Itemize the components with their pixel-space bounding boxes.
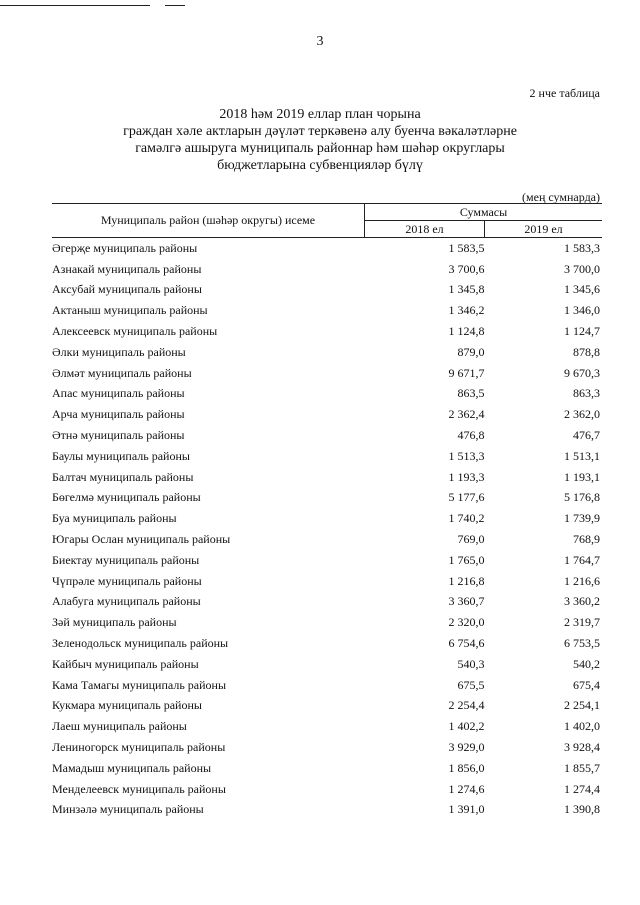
row-value-2019: 1 513,1 [564, 448, 600, 463]
table-row [52, 800, 602, 821]
table-row [52, 758, 602, 779]
row-name: Әлки муниципаль районы [52, 344, 186, 359]
row-name: Апас муниципаль районы [52, 386, 185, 401]
table-row [52, 633, 602, 654]
row-value-2019: 3 700,0 [564, 261, 600, 276]
title-line: бюджетларына субвенцияләр бүлү [217, 158, 423, 173]
row-name: Арча муниципаль районы [52, 407, 185, 422]
table-row [52, 342, 602, 363]
row-value-2019: 1 345,6 [564, 282, 600, 297]
table-row [52, 384, 602, 405]
row-value-2019: 2 254,1 [564, 698, 600, 713]
row-name: Биектау муниципаль районы [52, 552, 200, 567]
row-value-2018: 1 345,8 [448, 282, 485, 297]
row-value-2018: 1 391,0 [448, 802, 485, 817]
row-value-2019: 1 764,7 [564, 552, 600, 567]
units-note: (мең сумнарда) [522, 190, 600, 204]
row-value-2018: 1 740,2 [448, 511, 485, 526]
title-line: 2018 һәм 2019 еллар план чорына [219, 107, 421, 122]
header-rule-short [165, 5, 185, 6]
row-name: Кама Тамагы муниципаль районы [52, 677, 227, 692]
row-value-2018: 3 360,7 [448, 594, 485, 609]
table-row [52, 779, 602, 800]
row-value-2018: 2 362,4 [448, 407, 485, 422]
table-row [52, 571, 602, 592]
row-name: Әлмәт муниципаль районы [52, 365, 192, 380]
table-row [52, 654, 602, 675]
row-name: Менделеевск муниципаль районы [52, 781, 226, 796]
row-value-2018: 3 700,6 [448, 261, 485, 276]
row-value-2019: 1 390,8 [564, 802, 600, 817]
row-value-2018: 1 274,6 [448, 781, 485, 796]
row-value-2019: 3 928,4 [564, 740, 600, 755]
row-name: Кайбыч муниципаль районы [52, 656, 199, 671]
row-value-2019: 1 583,3 [564, 240, 600, 255]
row-value-2019: 1 216,6 [564, 573, 600, 588]
row-value-2018: 3 929,0 [448, 740, 485, 755]
table-row [52, 488, 602, 509]
row-name: Әгерҗе муниципаль районы [52, 240, 198, 255]
row-value-2019: 768,9 [573, 532, 600, 547]
table-row [52, 280, 602, 301]
row-value-2018: 1 513,3 [448, 448, 485, 463]
header-year-2019: 2019 ел [485, 221, 603, 238]
row-value-2018: 1 124,8 [448, 324, 485, 339]
row-name: Чүпрәле муниципаль районы [52, 573, 202, 588]
document-title [0, 106, 640, 174]
row-value-2019: 863,3 [573, 386, 600, 401]
row-value-2019: 1 855,7 [564, 760, 600, 775]
row-name: Бөгелмә муниципаль районы [52, 490, 201, 505]
row-name: Балтач муниципаль районы [52, 469, 194, 484]
header-rule [0, 5, 150, 6]
row-value-2018: 540,3 [457, 656, 485, 671]
table-row [52, 696, 602, 717]
row-name: Лаеш муниципаль районы [52, 719, 187, 734]
row-value-2018: 2 254,4 [448, 698, 485, 713]
row-value-2018: 9 671,7 [448, 365, 485, 380]
row-value-2018: 1 765,0 [448, 552, 485, 567]
row-value-2019: 540,2 [573, 656, 600, 671]
row-value-2018: 1 402,2 [448, 719, 485, 734]
table-row [52, 508, 602, 529]
table-row [52, 404, 602, 425]
table-row [52, 446, 602, 467]
row-name: Буа муниципаль районы [52, 511, 177, 526]
row-value-2018: 1 346,2 [448, 303, 485, 318]
row-value-2019: 1 274,4 [564, 781, 600, 796]
header-name-column: Муниципаль район (шәһәр округы) исеме [52, 204, 365, 238]
row-value-2018: 863,5 [457, 386, 485, 401]
header-sum-column: Суммасы [365, 204, 603, 221]
row-name: Алабуга муниципаль районы [52, 594, 201, 609]
table-row [52, 363, 602, 384]
row-value-2018: 2 320,0 [448, 615, 485, 630]
table-row [52, 675, 602, 696]
row-name: Минзәлә муниципаль районы [52, 802, 204, 817]
row-value-2019: 9 670,3 [564, 365, 600, 380]
row-value-2018: 675,5 [457, 677, 485, 692]
row-name: Әтнә муниципаль районы [52, 428, 185, 443]
row-value-2018: 6 754,6 [448, 636, 485, 651]
table-row [52, 529, 602, 550]
subvention-table [52, 203, 602, 820]
page-number: 3 [316, 34, 324, 49]
title-line: гамәлгә ашыруга муниципаль районнар һәм шәһәр округлары [135, 141, 505, 156]
row-value-2018: 1 856,0 [448, 760, 485, 775]
table-row [52, 467, 602, 488]
row-value-2019: 1 346,0 [564, 303, 600, 318]
table-row [52, 612, 602, 633]
header-year-2018: 2018 ел [365, 221, 485, 238]
title-line: граждан хәле актларын дәүләт теркәвенә алу буенча вәкаләтләрне [123, 124, 517, 139]
row-value-2019: 476,7 [573, 428, 600, 443]
row-value-2019: 1 124,7 [564, 324, 600, 339]
row-value-2019: 1 402,0 [564, 719, 600, 734]
row-name: Зеленодольск муниципаль районы [52, 636, 229, 651]
row-name: Алексеевск муниципаль районы [52, 324, 218, 339]
row-value-2019: 2 362,0 [564, 407, 600, 422]
row-value-2018: 476,8 [457, 428, 485, 443]
row-value-2019: 5 176,8 [564, 490, 600, 505]
table-row [52, 716, 602, 737]
row-value-2019: 675,4 [573, 677, 600, 692]
table-row [52, 259, 602, 280]
row-value-2018: 879,0 [457, 344, 485, 359]
row-value-2019: 3 360,2 [564, 594, 600, 609]
row-name: Аксубай муниципаль районы [52, 282, 202, 297]
row-name: Югары Ослан муниципаль районы [52, 532, 231, 547]
row-value-2019: 1 739,9 [564, 511, 600, 526]
row-name: Зәй муниципаль районы [52, 615, 177, 630]
row-value-2018: 1 583,5 [448, 240, 485, 255]
row-value-2019: 1 193,1 [564, 469, 600, 484]
row-value-2019: 6 753,5 [564, 636, 600, 651]
row-name: Актаныш муниципаль районы [52, 303, 208, 318]
row-name: Баулы муниципаль районы [52, 448, 190, 463]
table-label: 2 нче таблица [529, 86, 600, 100]
row-name: Лениногорск муниципаль районы [52, 740, 226, 755]
table-row [52, 300, 602, 321]
table-row [52, 737, 602, 758]
table-row [52, 550, 602, 571]
row-value-2019: 878,8 [573, 344, 600, 359]
row-name: Азнакай муниципаль районы [52, 261, 202, 276]
row-name: Кукмара муниципаль районы [52, 698, 202, 713]
table-row [52, 238, 602, 259]
row-name: Мамадыш муниципаль районы [52, 760, 212, 775]
row-value-2018: 5 177,6 [448, 490, 485, 505]
row-value-2018: 1 193,3 [448, 469, 485, 484]
table-row [52, 425, 602, 446]
row-value-2019: 2 319,7 [564, 615, 600, 630]
table-row [52, 592, 602, 613]
table-row [52, 321, 602, 342]
row-value-2018: 769,0 [457, 532, 485, 547]
row-value-2018: 1 216,8 [448, 573, 485, 588]
